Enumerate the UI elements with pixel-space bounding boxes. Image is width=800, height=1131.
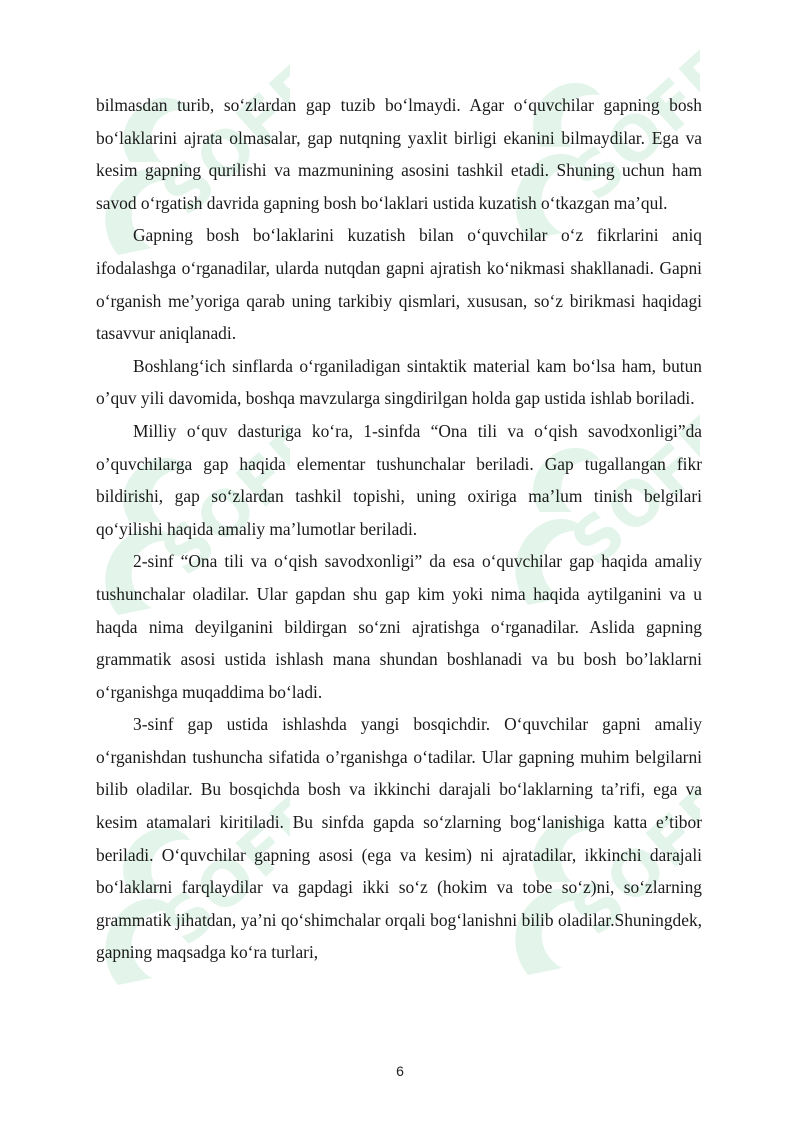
paragraph-2: Gapning bosh bo‘laklarini kuzatish bilan o‘quvchilar o‘z fikrlarini aniq ifodalashga o‘rganadilar, ularda nutqdan gapni ajratish ko‘nikmasi shakllanadi. Gapni o‘rganish me’yoriga qarab uning tarkibiy qismlari, xususan, so‘z birikmasi haqidagi tasavvur aniqlanadi. (96, 225, 702, 344)
page-number: 6 (396, 1063, 404, 1079)
paragraph-3: Boshlang‘ich sinflarda o‘rganiladigan sintaktik material kam bo‘lsa ham, butun o’quv yili davomida, boshqa mavzularga singdirilgan holda gap ustida ishlab boriladi. (96, 355, 702, 409)
document-body (96, 89, 702, 969)
paragraph-5: 2-sinf “Ona tili va o‘qish savodxonligi” da esa o‘quvchilar gap haqida amaliy tushunchalar oladilar. Ular gapdan shu gap kim yoki nima haqida aytilganini va u haqda nima deyilganini bildirgan so‘zni ajratishga o‘rganadilar. Aslida gapning grammatik asosi ustida ishlash mana shundan boshlanadi va bu bosh bo’laklarni o‘rganishga muqaddima bo‘ladi. (96, 551, 702, 702)
svg-text:SOFF: SOFF (557, 35, 700, 215)
paragraph-6: 3-sinf gap ustida ishlashda yangi bosqichdir. O‘quvchilar gapni amaliy o‘rganishdan tushuncha sifatida o’rganishga o‘tadilar. Ular gapning muhim belgilarni bilib oladilar. Bu bosqichda bosh va ikkinchi darajali bo‘laklarning ta’rifi, ega va kesim atamalari kiritiladi. Bu sinfda gapda so‘zlarning bog‘lanishiga katta e’tibor beriladi. O‘quvchilar gapning asosi (ega va kesim) ni ajratadilar, ikkinchi darajali bo‘laklarni farqlaydilar va gapdagi ikki so‘z (hokim va tobe so‘z)ni, so‘zlarning grammatik jihatdan, ya’ni qo‘shimchalar orqali bog‘lanishni bilib oladilar.Shuningdek, gapning maqsadga ko‘ra turlari, (96, 714, 702, 963)
svg-text:SOFF: SOFF (147, 50, 290, 230)
svg-text:SOFF: SOFF (557, 400, 700, 580)
svg-text:SOFF: SOFF (147, 410, 290, 590)
svg-text:SOFF: SOFF (557, 770, 700, 950)
paragraph-4: Milliy o‘quv dasturiga ko‘ra, 1-sinfda “Ona tili va o‘qish savodxonligi”da o’quvchilarga gap haqida elementar tushunchalar beriladi. Gap tugallangan fikr bildirishi, gap so‘zlardan tashkil topishi, uning oxiriga ma’lum tinish belgilari qo‘yilishi haqida amaliy ma’lumotlar beriladi. (96, 420, 702, 539)
paragraph-1: bilmasdan turib, so‘zlardan gap tuzib bo‘lmaydi. Agar o‘quvchilar gapning bosh bo‘laklarini ajrata olmasalar, gap nutqning yaxlit birligi ekanini bilmaydilar. Ega va kesim gapning qurilishi va mazmunining asosini tashkil etadi. Shuning uchun ham savod o‘rgatish davrida gapning bosh bo‘laklari ustida kuzatish o‘tkazgan ma’qul. (96, 95, 702, 213)
svg-text:SOFF: SOFF (147, 780, 290, 960)
